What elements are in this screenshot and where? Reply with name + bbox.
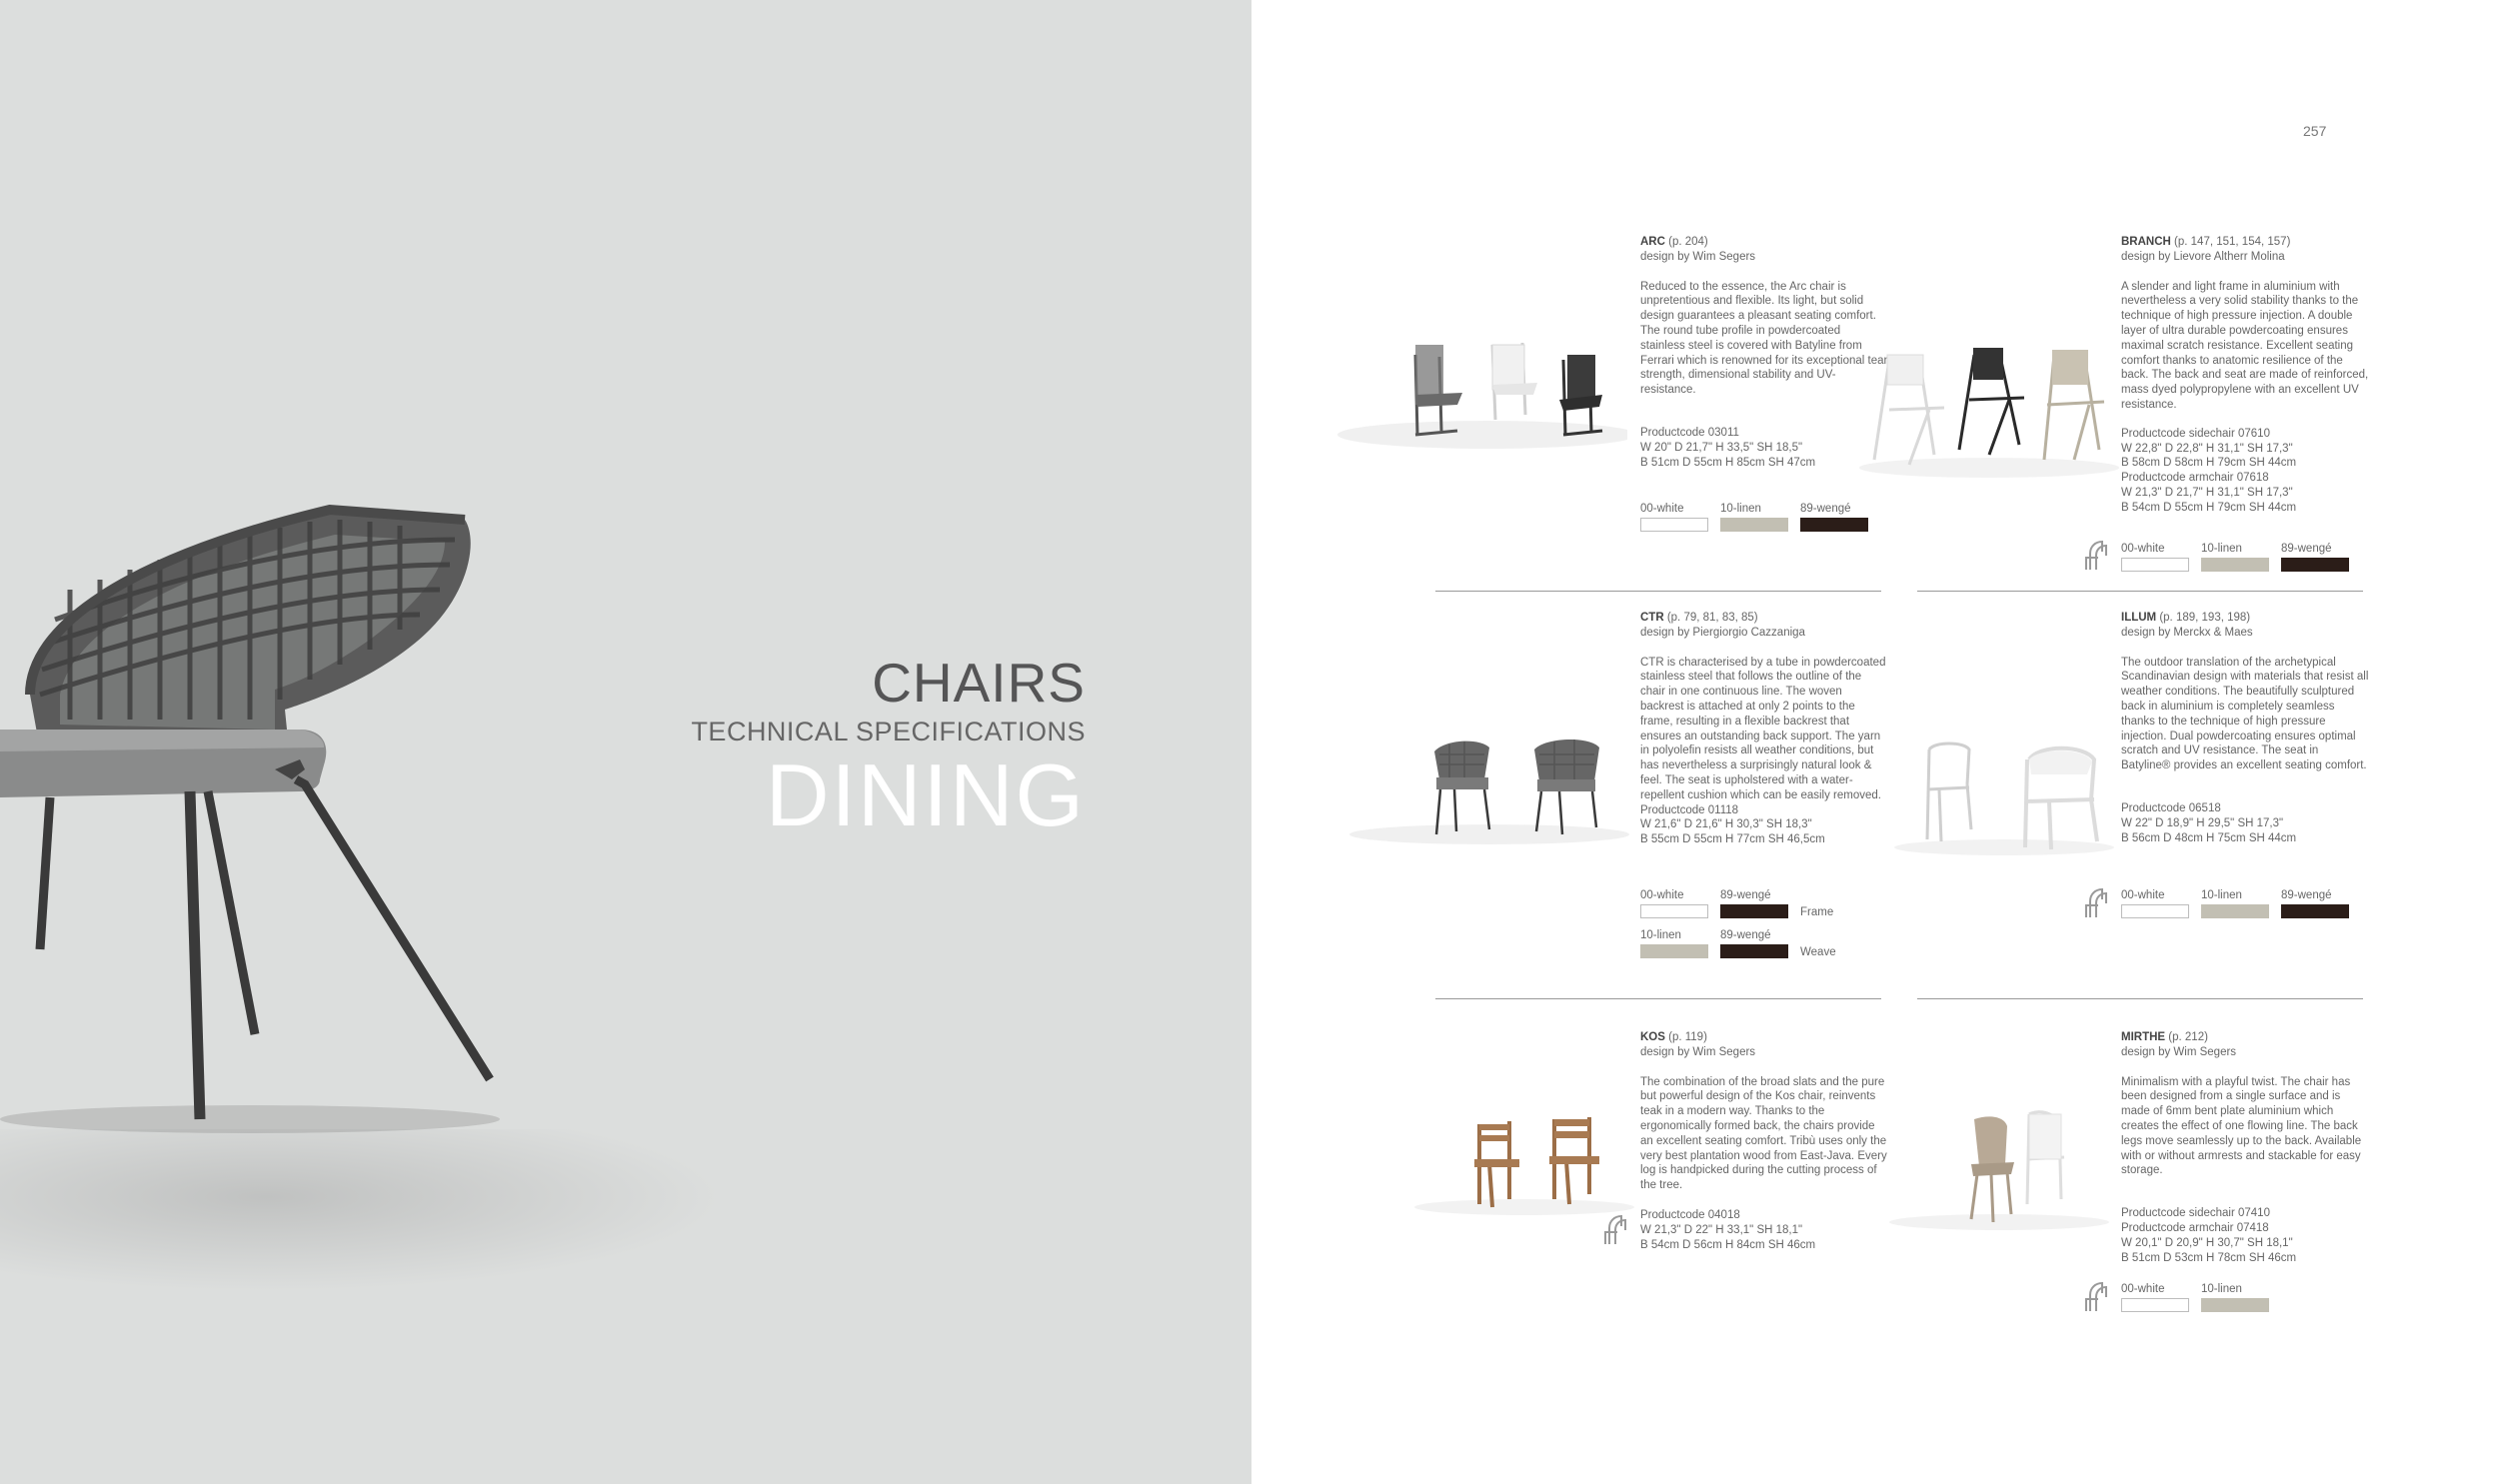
ctr-weave-label: Weave (1800, 946, 1836, 958)
ctr-spec-line: W 21,6" D 21,6" H 30,3" SH 18,3" (1640, 818, 1812, 831)
mirthe-specs (2121, 1206, 2369, 1265)
mirthe-spec-line: Productcode armchair 07418 (2121, 1221, 2269, 1234)
mirthe-pages: (p. 212) (2165, 1031, 2208, 1043)
mirthe-spec-line: W 20,1" D 20,9" H 30,7" SH 18,1" (2121, 1236, 2293, 1249)
kos-spec-line: W 21,3" D 22" H 33,1" SH 18,1" (1640, 1223, 1803, 1236)
mirthe-spec-line: Productcode sidechair 07410 (2121, 1207, 2270, 1220)
mirthe-text (2121, 1030, 2369, 1265)
illum-spec-line: W 22" D 18,9" H 29,5" SH 17,3" (2121, 816, 2284, 829)
illum-chair-photo (1879, 730, 2119, 859)
section-title-block (691, 652, 1086, 844)
stackable-icon (1601, 1212, 1631, 1248)
swatch-color (2201, 904, 2269, 918)
illum-pages: (p. 189, 193, 198) (2156, 612, 2251, 624)
swatch-label: 00-white (1640, 503, 1684, 515)
illum-description: The outdoor translation of the archetypical Scandinavian design with materials that resist all weather conditions. The beautifully sculptured back in aluminium is completely seamless thanks to the technique of high pressure injection. Dual powdercoating ensures optimal scratch and UV resistance. The seat in Batyline® provides an excellent seating comfort. (2121, 656, 2369, 772)
kos-spec-line: Productcode 04018 (1640, 1208, 1740, 1221)
arc-swatch-white (1640, 502, 1708, 532)
arc-spec-line: B 51cm D 55cm H 85cm SH 47cm (1640, 456, 1816, 469)
swatch-color (2121, 904, 2189, 918)
swatch-color (1640, 518, 1708, 532)
arc-pages: (p. 204) (1664, 236, 1708, 248)
swatch-label: 00-white (2121, 543, 2165, 555)
section-divider (1917, 591, 2363, 592)
branch-swatch-wenge (2281, 542, 2349, 572)
swatch-label: 10-linen (2201, 889, 2242, 901)
kos-name: KOS (1640, 1031, 1665, 1043)
illum-text (2121, 611, 2369, 845)
ctr-description: CTR is characterised by a tube in powdercoated stainless steel that follows the outline of the chair in one continuous line. The woven backrest is attached at only 2 points to the frame, resulting in a flexible backrest that ensures an outstanding back support. The yarn in polyolefin resists all weather conditions, but has nevertheless a surprisingly natural look & feel. The seat is upholstered with a water-repellent cushion which can be easily removed. (1640, 656, 1886, 801)
ctr-designer: design by Piergiorgio Cazzaniga (1640, 626, 1805, 639)
branch-swatch-white (2121, 542, 2189, 572)
branch-spec-line: Productcode sidechair 07610 (2121, 427, 2270, 440)
arc-swatch-linen (1720, 502, 1788, 532)
branch-swatch-linen (2201, 542, 2269, 572)
swatch-color (1720, 944, 1788, 958)
branch-pages: (p. 147, 151, 154, 157) (2170, 236, 2291, 248)
swatch-label: 10-linen (2201, 1283, 2242, 1295)
kos-spec-line: B 54cm D 56cm H 84cm SH 46cm (1640, 1238, 1816, 1251)
swatch-label: 89-wengé (1720, 889, 1771, 901)
page-number: 257 (2303, 123, 2327, 139)
ctr-swatch-linen (1640, 928, 1708, 958)
ctr-name: CTR (1640, 612, 1664, 624)
illum-swatch-wenge (2281, 888, 2349, 918)
ctr-frame-label: Frame (1800, 906, 1834, 918)
ctr-swatch-white (1640, 888, 1708, 918)
swatch-label: 00-white (2121, 889, 2165, 901)
swatch-color (2121, 1298, 2189, 1312)
branch-spec-line: W 22,8" D 22,8" H 31,1" SH 17,3" (2121, 442, 2293, 455)
arc-spec-line: Productcode 03011 (1640, 426, 1739, 439)
arc-chair-photo (1327, 235, 1627, 455)
swatch-color (2201, 1298, 2269, 1312)
mirthe-spec-line: B 51cm D 53cm H 78cm SH 46cm (2121, 1251, 2297, 1264)
kos-chair-photo (1404, 1099, 1634, 1219)
title-technical-specifications: TECHNICAL SPECIFICATIONS (691, 717, 1086, 746)
arc-designer: design by Wim Segers (1640, 250, 1756, 263)
branch-chair-photo (1849, 300, 2129, 480)
mirthe-description: Minimalism with a playful twist. The chair has been designed from a single surface and is made of 6mm bent plate aluminium which creates the effect of one flowing line. The back legs move seamlessly up to the back. Available with or without armrests and stackable for easy storage. (2121, 1075, 2362, 1177)
branch-specs (2121, 427, 2369, 516)
arc-name: ARC (1640, 236, 1665, 248)
ctr-specs (1640, 803, 1888, 847)
kos-designer: design by Wim Segers (1640, 1045, 1756, 1058)
swatch-color (1640, 904, 1708, 918)
ctr-pages: (p. 79, 81, 83, 85) (1663, 612, 1758, 624)
swatch-label: 10-linen (1640, 929, 1681, 941)
illum-swatch-linen (2201, 888, 2269, 918)
illum-specs (2121, 801, 2369, 845)
swatch-color (2121, 558, 2189, 572)
swatch-label: 00-white (1640, 889, 1684, 901)
section-divider (1435, 591, 1881, 592)
ctr-swatch-wenge (1720, 888, 1788, 918)
section-divider (1435, 998, 1881, 999)
swatch-label: 89-wengé (2281, 543, 2332, 555)
swatch-label: 89-wengé (1720, 929, 1771, 941)
swatch-color (2281, 904, 2349, 918)
branch-name: BRANCH (2121, 236, 2171, 248)
swatch-color (2201, 558, 2269, 572)
swatch-label: 00-white (2121, 1283, 2165, 1295)
title-chairs: CHAIRS (872, 652, 1086, 714)
illum-swatch-white (2121, 888, 2189, 918)
floor-shadow (0, 1129, 760, 1299)
arc-description: Reduced to the essence, the Arc chair is unpretentious and flexible. Its light, but solid design guarantees a pleasant seating comfort. The round tube profile in powdercoated stainless steel is covered with Batyline from Ferrari which is renowned for its exceptional tear strength, dimensional stability and UV-resistance. (1640, 280, 1888, 397)
swatch-label: 89-wengé (1800, 503, 1851, 515)
ctr-text (1640, 611, 1888, 847)
ctr-spec-line: Productcode 01118 (1640, 803, 1739, 816)
arc-swatch-wenge (1800, 502, 1868, 532)
illum-designer: design by Merckx & Maes (2121, 626, 2253, 639)
mirthe-name: MIRTHE (2121, 1031, 2166, 1043)
section-divider (1917, 998, 2363, 999)
swatch-label: 89-wengé (2281, 889, 2332, 901)
branch-spec-line: W 21,3" D 21,7" H 31,1" SH 17,3" (2121, 486, 2293, 499)
illum-name: ILLUM (2121, 612, 2157, 624)
ctr-chair-photo (1344, 720, 1634, 849)
swatch-color (1720, 904, 1788, 918)
mirthe-designer: design by Wim Segers (2121, 1045, 2237, 1058)
swatch-color (2281, 558, 2349, 572)
kos-pages: (p. 119) (1664, 1031, 1707, 1043)
ctr-spec-line: B 55cm D 55cm H 77cm SH 46,5cm (1640, 833, 1825, 846)
branch-spec-line: B 58cm D 58cm H 79cm SH 44cm (2121, 457, 2297, 470)
branch-spec-line: B 54cm D 55cm H 79cm SH 44cm (2121, 501, 2297, 514)
stackable-icon (2082, 885, 2112, 921)
mirthe-swatch-white (2121, 1282, 2189, 1312)
swatch-color (1800, 518, 1868, 532)
kos-specs (1640, 1208, 1888, 1252)
mirthe-chair-photo (1879, 1094, 2119, 1234)
kos-text (1640, 1030, 1888, 1252)
mirthe-swatch-linen (2201, 1282, 2269, 1312)
illum-spec-line: B 56cm D 48cm H 75cm SH 44cm (2121, 831, 2297, 844)
swatch-label: 10-linen (2201, 543, 2242, 555)
kos-description: The combination of the broad slats and the pure but powerful design of the Kos chair, reinvents teak in a modern way. Thanks to the ergonomically formed back, the chairs provide an excellent seating comfort. Tribù uses only the very best plantation wood from East-Java. Every log is handpicked during the cutting process of the tree. (1640, 1075, 1887, 1192)
ctr-swatch-wenge (1720, 928, 1788, 958)
branch-spec-line: Productcode armchair 07618 (2121, 472, 2269, 485)
stackable-icon (2082, 1279, 2112, 1315)
swatch-label: 10-linen (1720, 503, 1761, 515)
branch-description: A slender and light frame in aluminium with nevertheless a very solid stability thanks to the technique of high pressure injection. A double layer of ultra durable powdercoating ensures maximal scratch resistance. Excellent seating comfort thanks to anatomic resilience of the back. The back and seat are made of reinforced, mass dyed polypropylene with an excellent UV resistance. (2121, 280, 2369, 411)
title-dining: DINING (766, 745, 1086, 844)
hero-chair-image (0, 480, 500, 1139)
swatch-color (1720, 518, 1788, 532)
arc-spec-line: W 20" D 21,7" H 33,5" SH 18,5" (1640, 441, 1803, 454)
illum-spec-line: Productcode 06518 (2121, 801, 2221, 814)
stackable-icon (2082, 538, 2112, 574)
swatch-color (1640, 944, 1708, 958)
branch-designer: design by Lievore Altherr Molina (2121, 250, 2285, 263)
branch-text (2121, 235, 2369, 516)
